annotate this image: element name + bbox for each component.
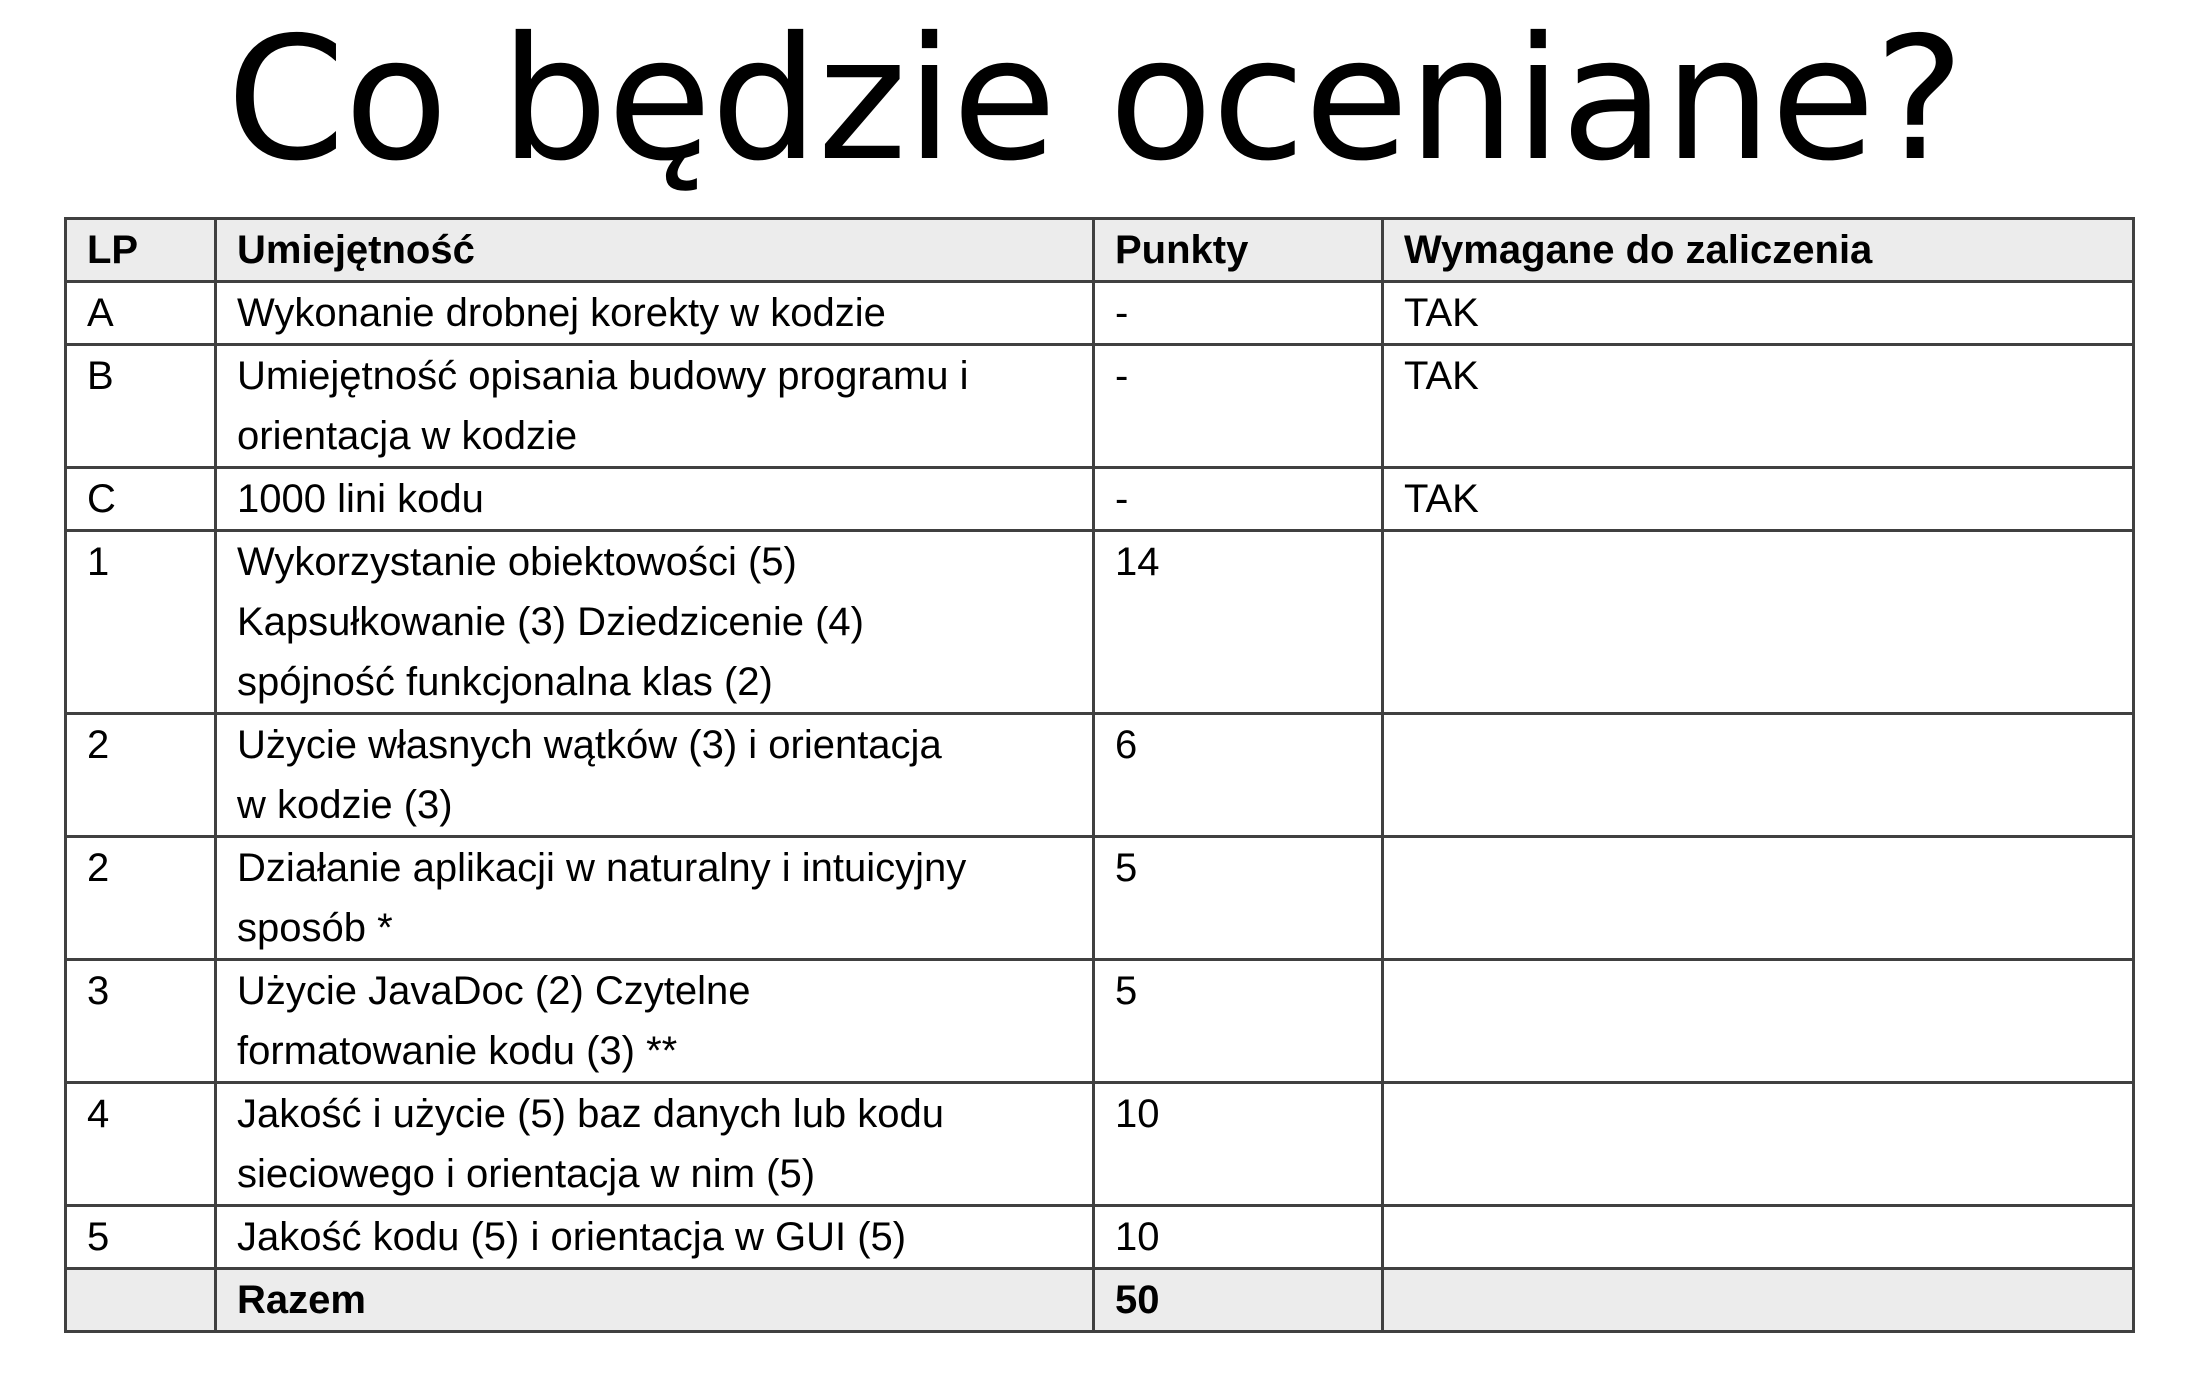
- cell-skill: Użycie własnych wątków (3) i orientacja w kodzie (3): [216, 714, 1094, 837]
- cell-skill: Wykonanie drobnej korekty w kodzie: [216, 282, 1094, 345]
- cell-points: -: [1094, 345, 1383, 468]
- cell-required: TAK: [1383, 282, 2134, 345]
- total-required: [1383, 1269, 2134, 1332]
- total-row: [66, 1269, 2134, 1332]
- table-row: [66, 960, 2134, 1083]
- table-row: [66, 345, 2134, 468]
- cell-skill: Jakość kodu (5) i orientacja w GUI (5): [216, 1206, 1094, 1269]
- cell-required: TAK: [1383, 345, 2134, 468]
- grading-table: [64, 217, 2135, 1333]
- cell-points: 10: [1094, 1083, 1383, 1206]
- cell-lp: 1: [66, 531, 216, 714]
- cell-points: -: [1094, 282, 1383, 345]
- cell-skill: Działanie aplikacji w naturalny i intuicyjny sposób *: [216, 837, 1094, 960]
- cell-lp: 2: [66, 714, 216, 837]
- table-header-row: [66, 219, 2134, 282]
- table-row: [66, 837, 2134, 960]
- cell-required: [1383, 531, 2134, 714]
- cell-skill: Jakość i użycie (5) baz danych lub kodu sieciowego i orientacja w nim (5): [216, 1083, 1094, 1206]
- table-row: [66, 1083, 2134, 1206]
- total-lp: [66, 1269, 216, 1332]
- table-row: [66, 531, 2134, 714]
- cell-points: 5: [1094, 837, 1383, 960]
- cell-skill: 1000 lini kodu: [216, 468, 1094, 531]
- table-row: [66, 1206, 2134, 1269]
- total-label: Razem: [216, 1269, 1094, 1332]
- cell-required: [1383, 837, 2134, 960]
- cell-points: 14: [1094, 531, 1383, 714]
- header-skill: Umiejętność: [216, 219, 1094, 282]
- cell-skill: Wykorzystanie obiektowości (5) Kapsułkowanie (3) Dziedzicenie (4) spójność funkcjonalna klas (2): [216, 531, 1094, 714]
- cell-points: 6: [1094, 714, 1383, 837]
- cell-points: 10: [1094, 1206, 1383, 1269]
- cell-lp: C: [66, 468, 216, 531]
- total-points: 50: [1094, 1269, 1383, 1332]
- cell-lp: B: [66, 345, 216, 468]
- cell-lp: 4: [66, 1083, 216, 1206]
- cell-lp: 2: [66, 837, 216, 960]
- header-points: Punkty: [1094, 219, 1383, 282]
- header-lp: LP: [66, 219, 216, 282]
- cell-lp: 3: [66, 960, 216, 1083]
- cell-required: [1383, 1206, 2134, 1269]
- cell-skill: Umiejętność opisania budowy programu i orientacja w kodzie: [216, 345, 1094, 468]
- cell-required: TAK: [1383, 468, 2134, 531]
- table-row: [66, 468, 2134, 531]
- cell-lp: A: [66, 282, 216, 345]
- header-required: Wymagane do zaliczenia: [1383, 219, 2134, 282]
- cell-required: [1383, 960, 2134, 1083]
- cell-skill: Użycie JavaDoc (2) Czytelne formatowanie kodu (3) **: [216, 960, 1094, 1083]
- cell-points: -: [1094, 468, 1383, 531]
- cell-lp: 5: [66, 1206, 216, 1269]
- cell-required: [1383, 1083, 2134, 1206]
- table-row: [66, 714, 2134, 837]
- table-row: [66, 282, 2134, 345]
- cell-points: 5: [1094, 960, 1383, 1083]
- slide-title: Co będzie oceniane?: [226, 1, 1964, 199]
- cell-required: [1383, 714, 2134, 837]
